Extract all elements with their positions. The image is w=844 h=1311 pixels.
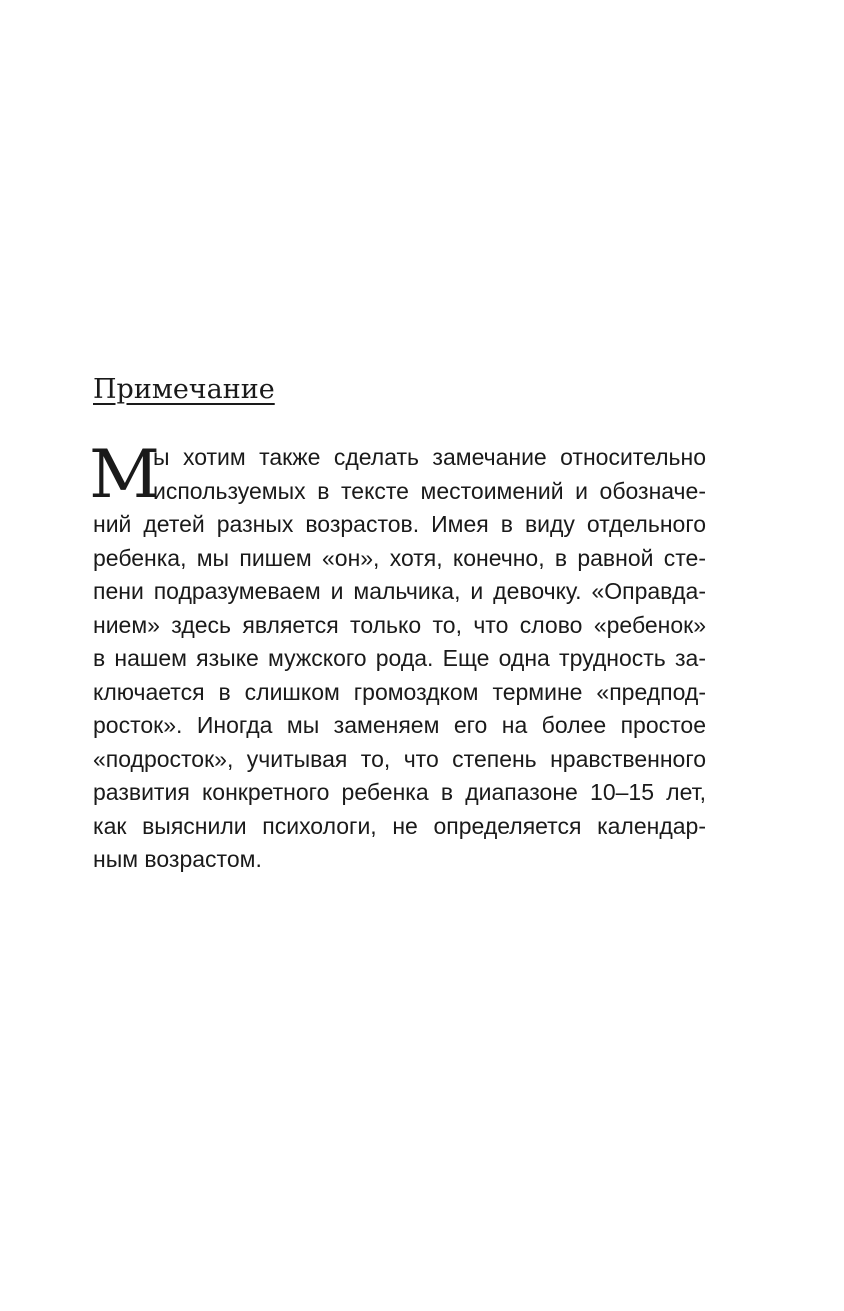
- paragraph-line: росток». Иногда мы заменяем его на более простое: [93, 712, 706, 738]
- paragraph-line: «подросток», учитывая то, что степень нравственного: [93, 745, 706, 772]
- paragraph-line: нием» здесь является только то, что слово «ребенок»: [93, 611, 706, 638]
- drop-cap: М: [89, 436, 160, 513]
- section-heading: Примечание: [93, 374, 275, 405]
- paragraph-line: развития конкретного ребенка в диапазоне 10–15 лет,: [93, 779, 706, 805]
- paragraph-line: в нашем языке мужского рода. Еще одна трудность за-: [93, 645, 706, 671]
- paragraph-line: ний детей разных возрастов. Имея в виду отдельного: [93, 511, 706, 537]
- paragraph-line: ным возрастом.: [93, 846, 262, 872]
- paragraph-line: как выяснили психологи, не определяется календар-: [93, 812, 706, 839]
- paragraph-line: ы хотим также сделать замечание относительно: [153, 444, 706, 470]
- paragraph-line: ребенка, мы пишем «он», хотя, конечно, в равной сте-: [93, 544, 706, 571]
- note-paragraph: [89, 436, 706, 877]
- paragraph-line: используемых в тексте местоимений и обозначе-: [153, 477, 706, 504]
- paragraph-line: пени подразумеваем и мальчика, и девочку. «Оправда-: [93, 578, 706, 604]
- paragraph-line: ключается в слишком громоздком термине «предпод-: [93, 678, 706, 705]
